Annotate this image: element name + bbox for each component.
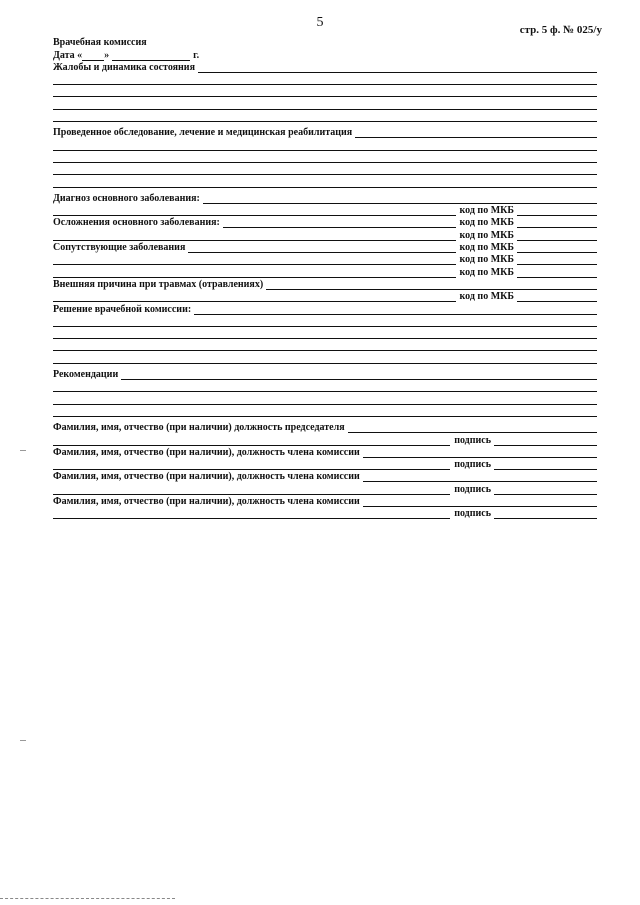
recommendations-field[interactable]	[53, 408, 597, 417]
margin-mark	[20, 450, 26, 451]
chairman-row	[53, 421, 597, 433]
decision-line	[53, 315, 597, 327]
signature-label: подпись	[454, 483, 491, 495]
decision-line	[53, 339, 597, 351]
medical-commission-form	[53, 36, 597, 519]
mkb-code-field[interactable]	[517, 207, 597, 216]
date-quote: »	[104, 49, 110, 61]
signature-label: подпись	[454, 459, 491, 471]
external-cause-mkb-row	[53, 290, 597, 302]
member-name-field[interactable]	[53, 461, 450, 470]
decision-line	[53, 327, 597, 339]
commission-title: Врачебная комиссия	[53, 37, 147, 49]
exam-field[interactable]	[53, 154, 597, 163]
complaints-label: Жалобы и динамика состояния	[53, 61, 195, 73]
recommendations-line	[53, 380, 597, 392]
external-cause-field[interactable]	[53, 293, 456, 302]
signature-field[interactable]	[494, 461, 597, 470]
chairman-label: Фамилия, имя, отчество (при наличии) должность председателя	[53, 422, 345, 434]
recommendations-field[interactable]	[121, 371, 597, 380]
decision-field[interactable]	[53, 318, 597, 327]
comorbid-field[interactable]	[188, 244, 455, 253]
comorbid-mkb-row	[53, 265, 597, 277]
external-cause-row	[53, 278, 597, 290]
comorbid-field[interactable]	[53, 269, 456, 278]
comorbid-field[interactable]	[53, 256, 456, 265]
decision-line	[53, 351, 597, 363]
member-row	[53, 495, 597, 507]
complications-label: Осложнения основного заболевания:	[53, 217, 220, 229]
complaints-line	[53, 110, 597, 122]
signature-label: подпись	[454, 434, 491, 446]
mkb-code-field[interactable]	[517, 244, 597, 253]
form-reference: стр. 5 ф. № 025/у	[519, 24, 602, 36]
mkb-label: код по МКБ	[459, 229, 514, 241]
member-name-field[interactable]	[363, 498, 597, 507]
exam-line	[53, 175, 597, 187]
member-name-field[interactable]	[363, 449, 597, 458]
mkb-label: код по МКБ	[459, 254, 514, 266]
decision-field[interactable]	[194, 306, 597, 315]
mkb-label: код по МКБ	[459, 291, 514, 303]
mkb-label: код по МКБ	[459, 217, 514, 229]
commission-title-row	[53, 36, 597, 48]
recommendations-row	[53, 368, 597, 380]
date-row	[53, 48, 597, 60]
complications-mkb-row	[53, 228, 597, 240]
diagnosis-field[interactable]	[203, 195, 597, 204]
complaints-field[interactable]	[53, 88, 597, 97]
exam-field[interactable]	[355, 129, 597, 138]
exam-label: Проведенное обследование, лечение и медицинская реабилитация	[53, 127, 353, 139]
mkb-code-field[interactable]	[517, 232, 597, 241]
exam-field[interactable]	[53, 166, 597, 175]
member-name-field[interactable]	[53, 510, 450, 519]
complaints-line	[53, 85, 597, 97]
recommendations-field[interactable]	[53, 383, 597, 392]
signature-field[interactable]	[494, 437, 597, 446]
mkb-label: код по МКБ	[459, 205, 514, 217]
external-cause-field[interactable]	[266, 281, 597, 290]
date-day-field[interactable]	[82, 52, 104, 61]
decision-row	[53, 302, 597, 314]
comorbid-row	[53, 241, 597, 253]
complications-field[interactable]	[53, 232, 456, 241]
complaints-line	[53, 97, 597, 109]
member-name-field[interactable]	[363, 473, 597, 482]
date-label: Дата «	[53, 49, 83, 61]
exam-field[interactable]	[53, 179, 597, 188]
year-suffix: г.	[193, 49, 200, 61]
diagnosis-label: Диагноз основного заболевания:	[53, 192, 200, 204]
date-month-field[interactable]	[112, 52, 190, 61]
recommendations-line	[53, 392, 597, 404]
mkb-code-field[interactable]	[517, 256, 597, 265]
exam-line	[53, 138, 597, 150]
recommendations-label: Рекомендации	[53, 369, 119, 381]
member-signature-row	[53, 482, 597, 494]
diagnosis-mkb-row	[53, 204, 597, 216]
bottom-rule	[0, 898, 175, 899]
mkb-code-field[interactable]	[517, 293, 597, 302]
external-cause-label: Внешняя причина при травмах (отравлениях)	[53, 278, 264, 290]
exam-line	[53, 163, 597, 175]
complaints-field[interactable]	[53, 101, 597, 110]
member-name-field[interactable]	[53, 486, 450, 495]
chairman-signature-row	[53, 433, 597, 445]
member-row	[53, 446, 597, 458]
margin-mark	[20, 740, 26, 741]
complaints-field[interactable]	[53, 76, 597, 85]
decision-field[interactable]	[53, 330, 597, 339]
member-label: Фамилия, имя, отчество (при наличии), должность члена комиссии	[53, 471, 360, 483]
diagnosis-row	[53, 192, 597, 204]
page-number: 5	[316, 15, 324, 30]
member-label: Фамилия, имя, отчество (при наличии), должность члена комиссии	[53, 446, 360, 458]
member-signature-row	[53, 458, 597, 470]
member-label: Фамилия, имя, отчество (при наличии), должность члена комиссии	[53, 495, 360, 507]
complications-field[interactable]	[223, 219, 456, 228]
decision-field[interactable]	[53, 355, 597, 364]
signature-field[interactable]	[494, 486, 597, 495]
complaints-row	[53, 61, 597, 73]
diagnosis-field[interactable]	[53, 207, 456, 216]
exam-field[interactable]	[53, 142, 597, 151]
complications-row	[53, 216, 597, 228]
chairman-name-field[interactable]	[348, 424, 597, 433]
comorbid-label: Сопутствующие заболевания	[53, 242, 186, 254]
mkb-label: код по МКБ	[459, 242, 514, 254]
signature-label: подпись	[454, 508, 491, 520]
mkb-label: код по МКБ	[459, 266, 514, 278]
complaints-field[interactable]	[53, 113, 597, 122]
recommendations-line	[53, 405, 597, 417]
comorbid-mkb-row	[53, 253, 597, 265]
member-signature-row	[53, 507, 597, 519]
recommendations-field[interactable]	[53, 396, 597, 405]
chairman-name-field[interactable]	[53, 437, 450, 446]
signature-field[interactable]	[494, 510, 597, 519]
exam-line	[53, 151, 597, 163]
complaints-line	[53, 73, 597, 85]
decision-field[interactable]	[53, 342, 597, 351]
decision-label: Решение врачебной комиссии:	[53, 303, 192, 315]
exam-row	[53, 126, 597, 138]
mkb-code-field[interactable]	[517, 269, 597, 278]
member-row	[53, 470, 597, 482]
mkb-code-field[interactable]	[517, 219, 597, 228]
complaints-field[interactable]	[198, 64, 597, 73]
